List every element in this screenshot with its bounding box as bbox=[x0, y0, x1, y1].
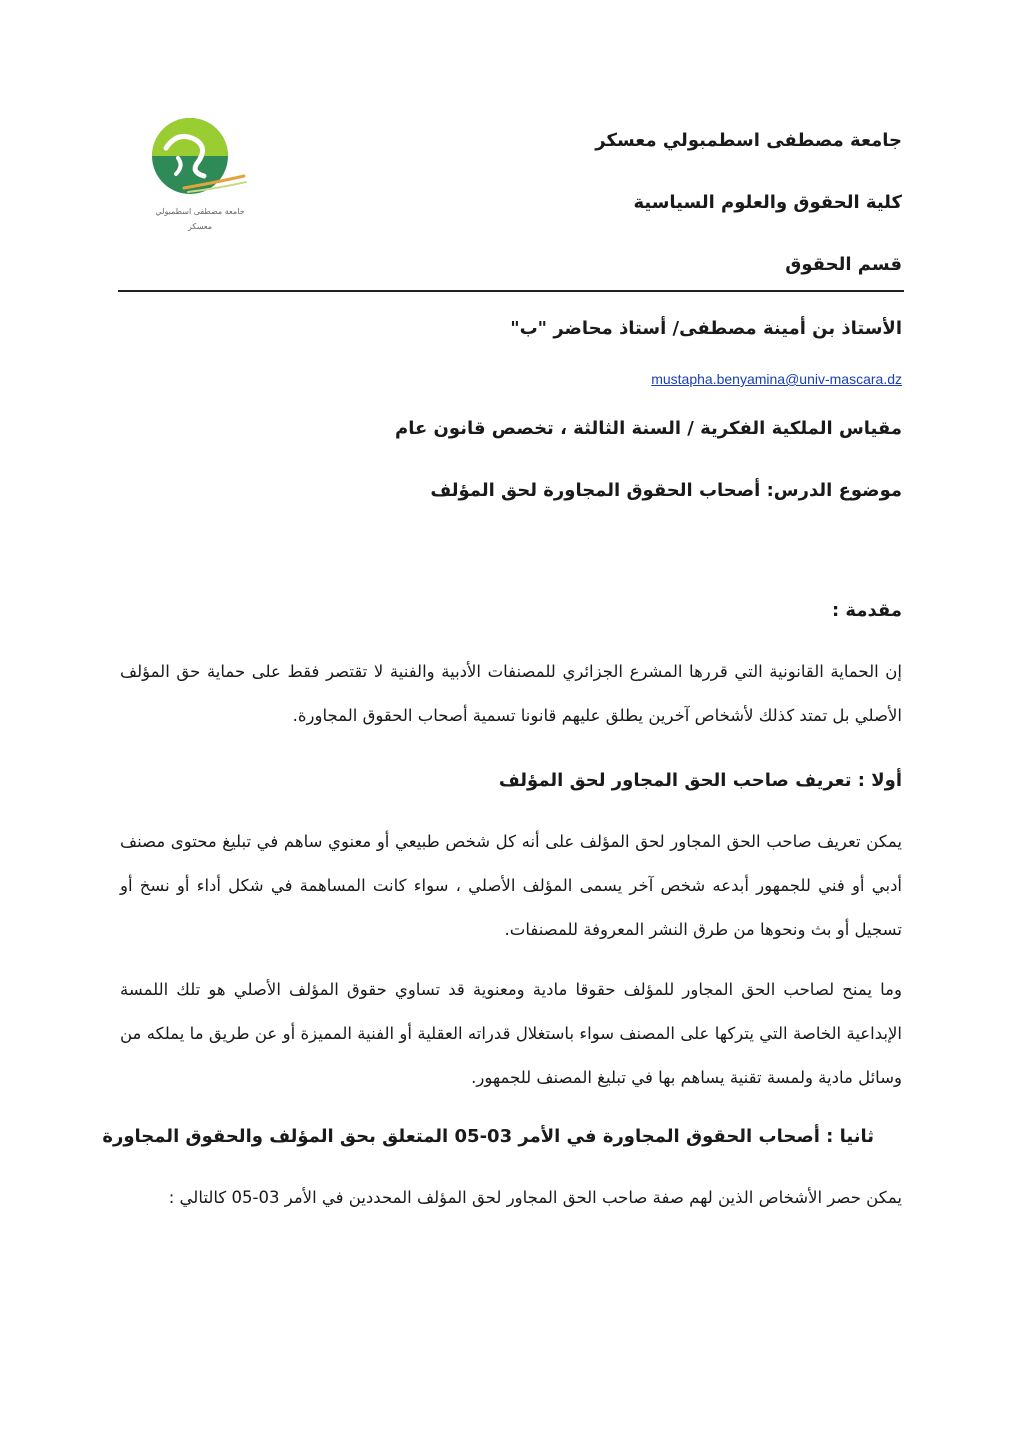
lesson-topic: موضوع الدرس: أصحاب الحقوق المجاورة لحق المؤلف bbox=[430, 480, 902, 501]
module-line: مقياس الملكية الفكرية / السنة الثالثة ، تخصص قانون عام bbox=[395, 418, 902, 439]
section2-heading: ثانيا : أصحاب الحقوق المجاورة في الأمر 03-05 المتعلق بحق المؤلف والحقوق المجاورة bbox=[102, 1126, 874, 1147]
intro-heading: مقدمة : bbox=[831, 600, 902, 621]
section1-heading: أولا : تعريف صاحب الحق المجاور لحق المؤلف bbox=[498, 770, 902, 791]
logo-caption-line1: جامعة مصطفى اسطمبولي bbox=[155, 207, 245, 216]
logo-emblem-icon bbox=[148, 118, 258, 238]
section1-paragraph1: يمكن تعريف صاحب الحق المجاور لحق المؤلف على أنه كل شخص طبيعي أو معنوي ساهم في تبليغ محتوى مصنف أدبي أو فني للجمهور أبدعه شخص آخر يسمى المؤلف الأصلي ، سواء كانت المساهمة في شكل أداء أو نسخ أو تسجيل أو بث ونحوها من طرق النشر المعروفة للمصنفات. bbox=[120, 832, 902, 939]
author-email-link[interactable]: mustapha.benyamina@univ-mascara.dz bbox=[651, 371, 902, 387]
header-divider bbox=[118, 290, 904, 292]
university-name: جامعة مصطفى اسطمبولي معسكر bbox=[595, 130, 902, 151]
university-logo bbox=[148, 118, 258, 238]
department-name: قسم الحقوق bbox=[785, 254, 902, 275]
intro-paragraph: إن الحماية القانونية التي قررها المشرع الجزائري للمصنفات الأدبية والفنية لا تقتصر فقط على حماية حق المؤلف الأصلي بل تمتد كذلك لأشخاص آخرين يطلق عليهم قانونا تسمية أصحاب الحقوق المجاورة. bbox=[120, 662, 902, 725]
section2-paragraph: يمكن حصر الأشخاص الذين لهم صفة صاحب الحق المجاور لحق المؤلف المحددين في الأمر 03-05 كالتالي : bbox=[168, 1188, 902, 1207]
section1-paragraph2: وما يمنح لصاحب الحق المجاور للمؤلف حقوقا مادية ومعنوية قد تساوي حقوق المؤلف الأصلي هو تلك اللمسة الإبداعية الخاصة التي يتركها على المصنف سواء باستغلال قدراته العقلية أو الفنية المميزة أو عن طريق ما يملكه من وسائل مادية ولمسة تقنية يساهم بها في تبليغ المصنف للجمهور. bbox=[120, 980, 902, 1087]
author-line: الأستاذ بن أمينة مصطفى/ أستاذ محاضر "ب" bbox=[510, 318, 902, 339]
logo-caption-line2: معسكر bbox=[187, 222, 213, 231]
faculty-name: كلية الحقوق والعلوم السياسية bbox=[633, 192, 902, 213]
